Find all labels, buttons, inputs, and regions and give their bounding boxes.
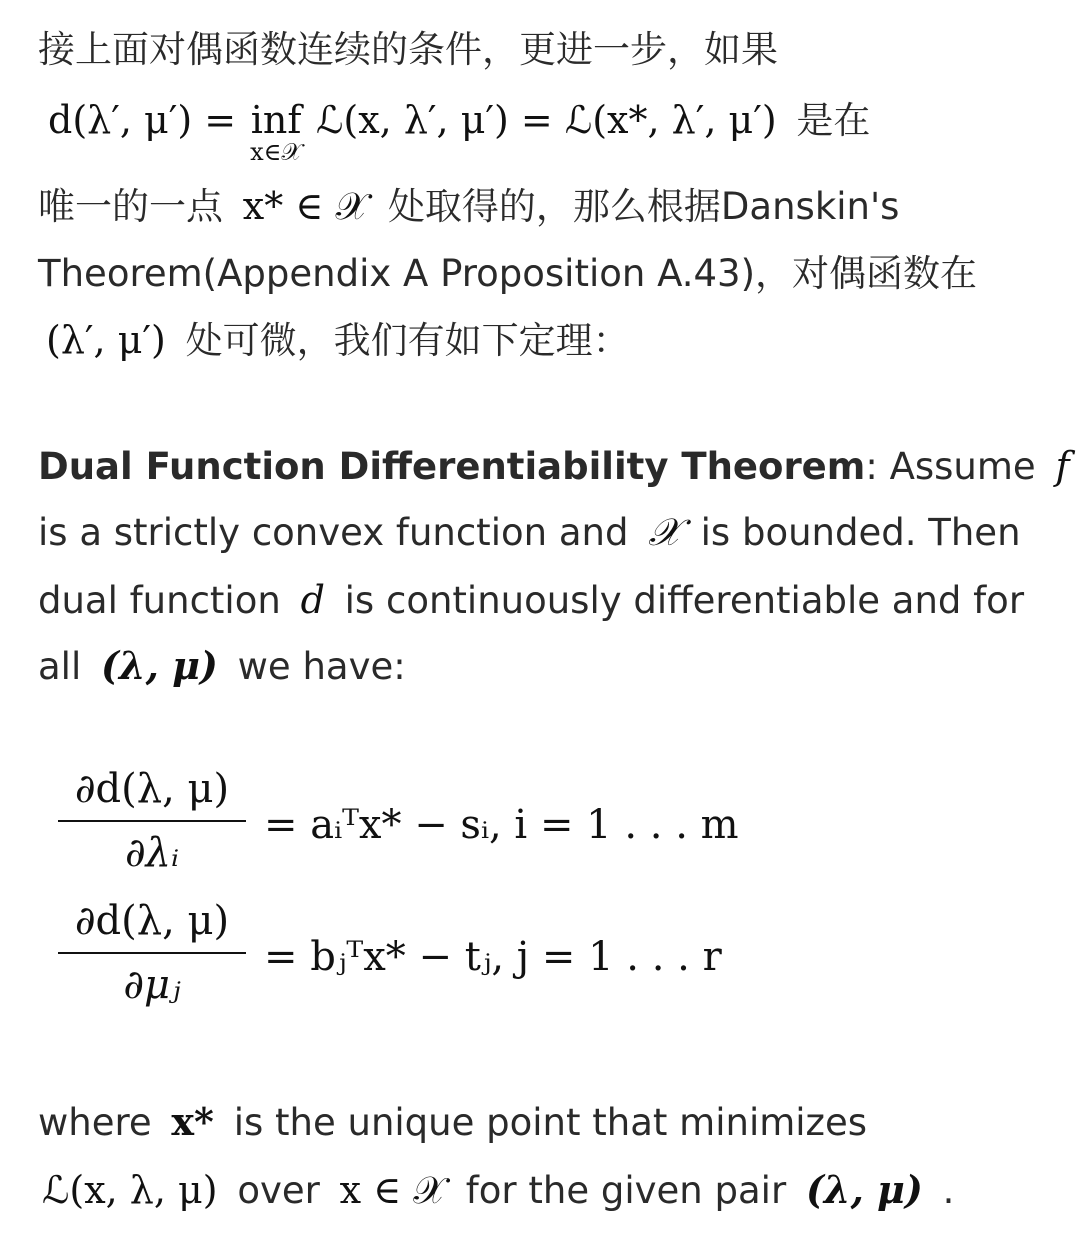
fraction-bar — [58, 952, 246, 954]
para1-text-danskin: 处取得的，那么根据Danskin's — [387, 185, 900, 228]
math-dual-lhs: d(λ′, μ′) = — [48, 98, 237, 142]
closing-text-where: where — [38, 1101, 152, 1144]
para1-line2 — [48, 96, 1050, 168]
fraction-mu — [58, 896, 246, 1010]
fraction-numerator: ∂d(λ, μ) — [74, 898, 230, 944]
fraction-denominator: ∂λᵢ — [124, 830, 180, 876]
math-x-in-X: x ∈ 𝒳 — [339, 1168, 446, 1212]
theorem-line4 — [38, 642, 1050, 691]
para1-line5 — [38, 316, 1050, 365]
para1-text-differentiable: 处可微，我们有如下定理： — [185, 319, 630, 362]
equation-lambda — [58, 764, 858, 884]
closing-text-minimizes: is the unique point that minimizes — [233, 1101, 868, 1144]
theorem-line1 — [38, 442, 1070, 491]
inf-subscript: x∈𝒳 — [250, 138, 303, 166]
closing-line1 — [38, 1098, 1050, 1147]
inf-label: inf — [250, 98, 302, 142]
closing-text-over: over — [237, 1169, 320, 1212]
math-f: f — [1055, 444, 1070, 488]
math-xstar-in-X: x* ∈ 𝒳 — [242, 184, 369, 228]
theorem-text-we-have: we have: — [237, 645, 406, 688]
math-lagrangian-eq: ℒ(x, λ′, μ′) = ℒ(x*, λ′, μ′) — [316, 98, 777, 142]
para1-line1 — [38, 26, 1050, 74]
theorem-text-continuous: is continuously differentiable and for — [344, 579, 1025, 622]
para1-text-shizai: 是在 — [796, 99, 871, 142]
para1-line4 — [38, 250, 1050, 298]
theorem-text-convex: is a strictly convex function and — [38, 511, 629, 554]
math-d: d — [300, 578, 325, 622]
closing-period: . — [942, 1169, 955, 1212]
para1-text-unique: 唯一的一点 — [38, 185, 223, 228]
theorem-line2 — [38, 508, 1050, 557]
para1-text-theorem-ref: Theorem(Appendix A Proposition A.43)，对偶函数在 — [38, 252, 978, 295]
equation-rhs: = bⱼᵀx* − tⱼ, j = 1 . . . r — [264, 934, 722, 980]
math-lagrangian: ℒ(x, λ, μ) — [42, 1168, 218, 1212]
math-xstar: x* — [171, 1099, 214, 1144]
fraction-numerator: ∂d(λ, μ) — [74, 766, 230, 812]
math-lambda-mu-prime: (λ′, μ′) — [46, 318, 166, 362]
fraction-bar — [58, 820, 246, 822]
theorem-title: Dual Function Differentiability Theorem — [38, 445, 866, 488]
math-lambda-mu-pair: (λ, μ) — [805, 1167, 923, 1212]
theorem-text-all: all — [38, 645, 82, 688]
closing-text-given-pair: for the given pair — [465, 1169, 787, 1212]
math-lambda-mu: (λ, μ) — [101, 643, 218, 688]
math-inf-operator — [250, 96, 302, 164]
theorem-line3 — [38, 576, 1050, 625]
fraction-lambda — [58, 764, 246, 878]
fraction-denominator: ∂μⱼ — [123, 962, 181, 1008]
equation-mu — [58, 896, 858, 1016]
equation-rhs: = aᵢᵀx* − sᵢ, i = 1 . . . m — [264, 802, 739, 848]
para1-text: 接上面对偶函数连续的条件，更进一步，如果 — [38, 28, 778, 71]
theorem-text-dual-function: dual function — [38, 579, 281, 622]
closing-line2 — [38, 1166, 1050, 1215]
theorem-text-bounded: is bounded. Then — [700, 511, 1021, 554]
math-X-set: 𝒳 — [648, 510, 681, 554]
theorem-text-assume: : Assume — [865, 445, 1036, 488]
para1-line3 — [38, 182, 1050, 231]
